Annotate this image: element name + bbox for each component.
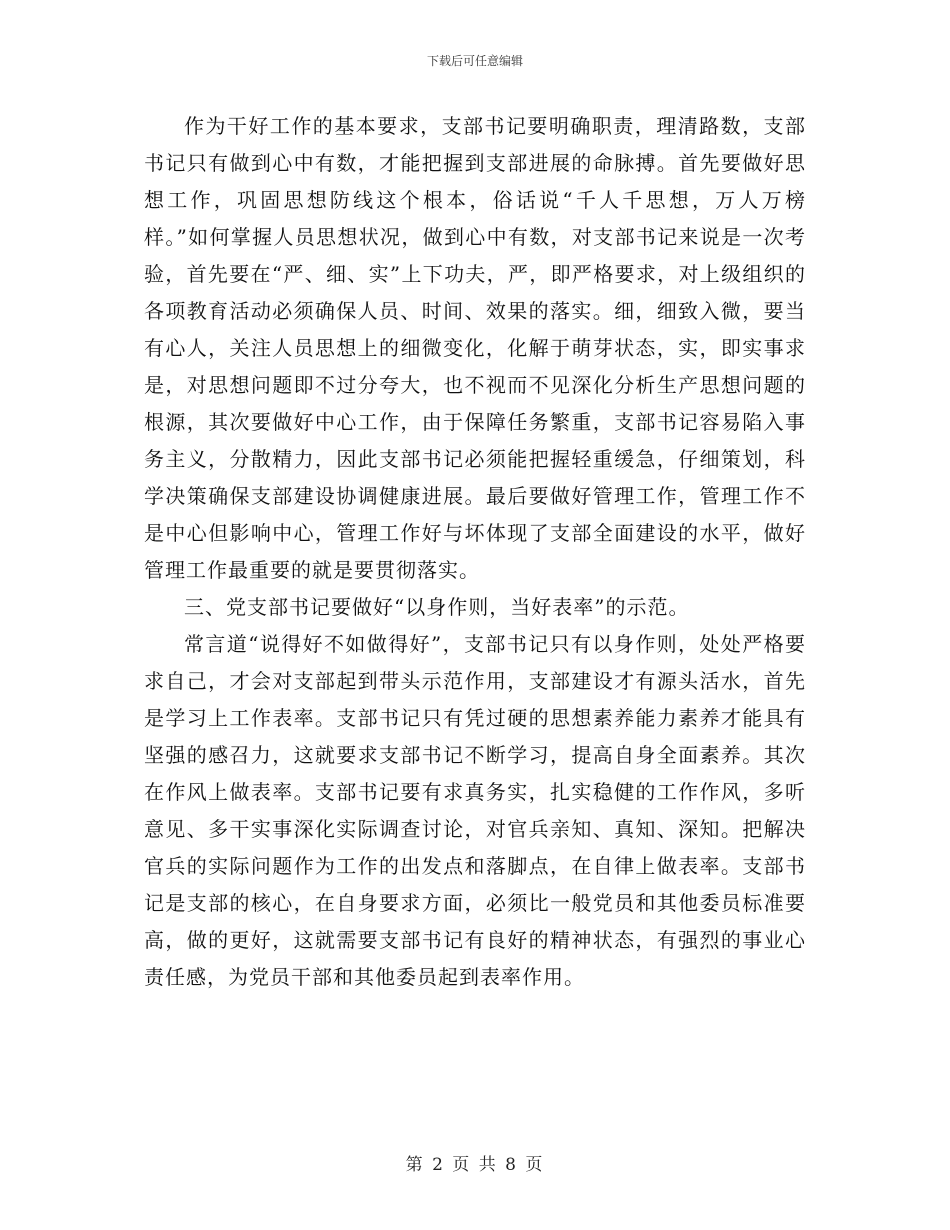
page-header: 下载后可任意编辑 [426,54,523,68]
document-body [144,108,806,996]
page-number: 第 2 页 共 8 页 [405,1155,545,1175]
paragraph-example: 常言道“说得好不如做得好”，支部书记只有以身作则，处处严格要求自己，才会对支部起到带头示范作用，支部建设才有源头活水，首先是学习上工作表率。支部书记只有凭过硬的思想素养能力素养才能具有坚强的感召力，这就要求支部书记不断学习，提高自身全面素养。其次在作风上做表率。支部书记要有求真务实，扎实稳健的工作作风，多听意见、多干实事深化实际调查讨论，对官兵亲知、真知、深知。把解决官兵的实际问题作为工作的出发点和落脚点，在自律上做表率。支部书记是支部的核心，在自身要求方面，必须比一般党员和其他委员标准要高，做的更好，这就需要支部书记有良好的精神状态，有强烈的事业心责任感，为党员干部和其他委员起到表率作用。 [144,632,806,989]
section-heading-example: 三、党支部书记要做好“以身作则，当好表率”的示范。 [184,595,690,619]
paragraph-duties: 作为干好工作的基本要求，支部书记要明确职责，理清路数，支部书记只有做到心中有数，才能把握到支部进展的命脉搏。首先要做好思想工作，巩固思想防线这个根本，俗话说“千人千思想，万人万榜样。”如何掌握人员思想状况，做到心中有数，对支部书记来说是一次考验，首先要在“严、细、实”上下功夫，严，即严格要求，对上级组织的各项教育活动必须确保人员、时间、效果的落实。细，细致入微，要当有心人，关注人员思想上的细微变化，化解于萌芽状态，实，即实事求是，对思想问题即不过分夸大，也不视而不见深化分析生产思想问题的根源，其次要做好中心工作，由于保障任务繁重，支部书记容易陷入事务主义，分散精力，因此支部书记必须能把握轻重缓急，仔细策划，科学决策确保支部建设协调健康进展。最后要做好管理工作，管理工作不是中心但影响中心，管理工作好与坏体现了支部全面建设的水平，做好管理工作最重要的就是要贯彻落实。 [144,114,806,582]
